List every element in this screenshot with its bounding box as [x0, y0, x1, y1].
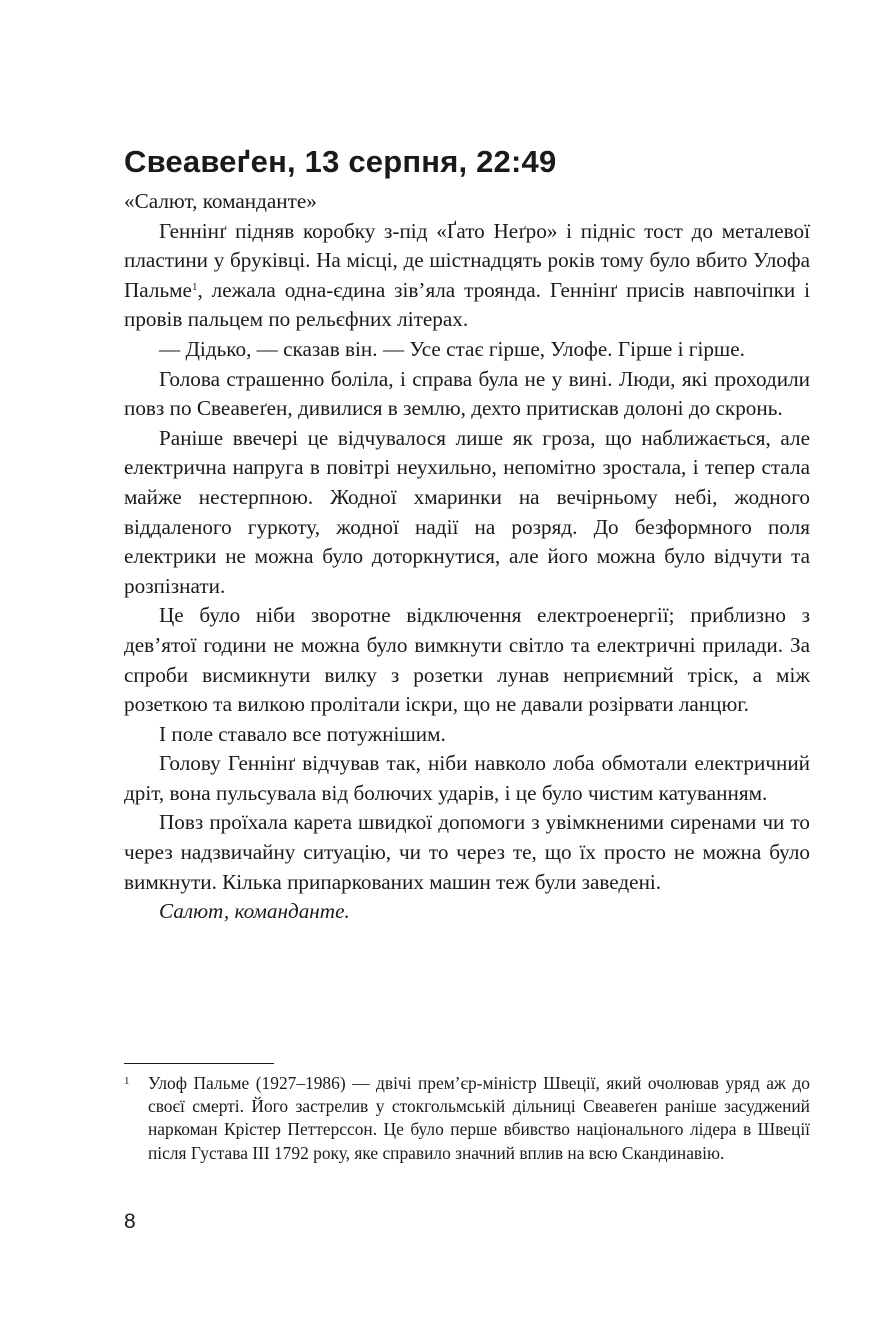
paragraph-italic-closing: Салют, команданте. — [159, 899, 350, 924]
paragraph: Повз проїхала карета швидкої допомоги з увімкненими сиренами чи то через надзвичайну ситуацію, чи то через те, що їх просто не можна було вимкнути. Кілька припаркованих машин теж були заведені. — [124, 810, 810, 894]
chapter-heading: Свеавеґен, 13 серпня, 22:49 — [124, 144, 557, 179]
footnote-divider — [124, 1063, 274, 1064]
paragraph — [124, 217, 810, 335]
body-text — [124, 187, 810, 927]
paragraph: І поле ставало все потужнішим. — [159, 721, 446, 746]
book-page — [124, 0, 810, 1329]
footnote-reference[interactable]: 1 — [191, 280, 198, 293]
footnote — [124, 1072, 810, 1165]
paragraph-epigraph: «Салют, команданте» — [124, 189, 317, 213]
paragraph-text: , лежала одна-єдина зів’яла троянда. Геннінґ присів навпочіпки і провів пальцем по рельєфних літерах. — [124, 277, 810, 332]
paragraph-text: Геннінґ підняв коробку з-під «Ґато Неґро» і підніс тост до металевої пластини у бруківці. На місці, де шістнадцять років тому було вбито Улофа Пальме — [124, 218, 810, 302]
paragraph: Голову Геннінґ відчував так, ніби навколо лоба обмотали електричний дріт, вона пульсувала від болючих ударів, і це було чистим катуванням. — [124, 751, 810, 805]
paragraph: Це було ніби зворотне відключення електроенергії; приблизно з дев’ятої години не можна було вимкнути світло та електричні прилади. За спроби висмикнути вилку з розетки лунав неприємний тріск, а між розеткою та вилкою пролітали іскри, що не давали розірвати ланцюг. — [124, 603, 810, 717]
paragraph: Голова страшенно боліла, і справа була не у вині. Люди, які проходили повз по Свеавеґен, дивилися в землю, дехто притискав долоні до скронь. — [124, 366, 810, 421]
footnote-number: 1 — [124, 1075, 130, 1087]
footnote-text: Улоф Пальме (1927–1986) — двічі прем’єр-міністр Швеції, який очолював уряд аж до своєї смерті. Його застрелив у стокгольмській дільниці Свеавеґен раніше засуджений наркоман Крістер Петтерссон. Це було перше вбивство національного лідера в Швеції після Густава III 1792 року, яке справило значний вплив на всю Скандинавію. — [148, 1073, 810, 1163]
paragraph: Раніше ввечері це відчувалося лише як гроза, що наближається, але електрична напруга в повітрі неухильно, непомітно зростала, і тепер стала майже нестерпною. Жодної хмаринки на вечірньому небі, жодного віддаленого гуркоту, жодної надії на розряд. До безформного поля електрики не можна було доторкнутися, але його можна було відчути та розпізнати. — [124, 425, 810, 598]
page-number: 8 — [124, 1210, 136, 1233]
paragraph-dialogue: — Дідько, — сказав він. — Усе стає гірше, Улофе. Гірше і гірше. — [159, 336, 745, 361]
